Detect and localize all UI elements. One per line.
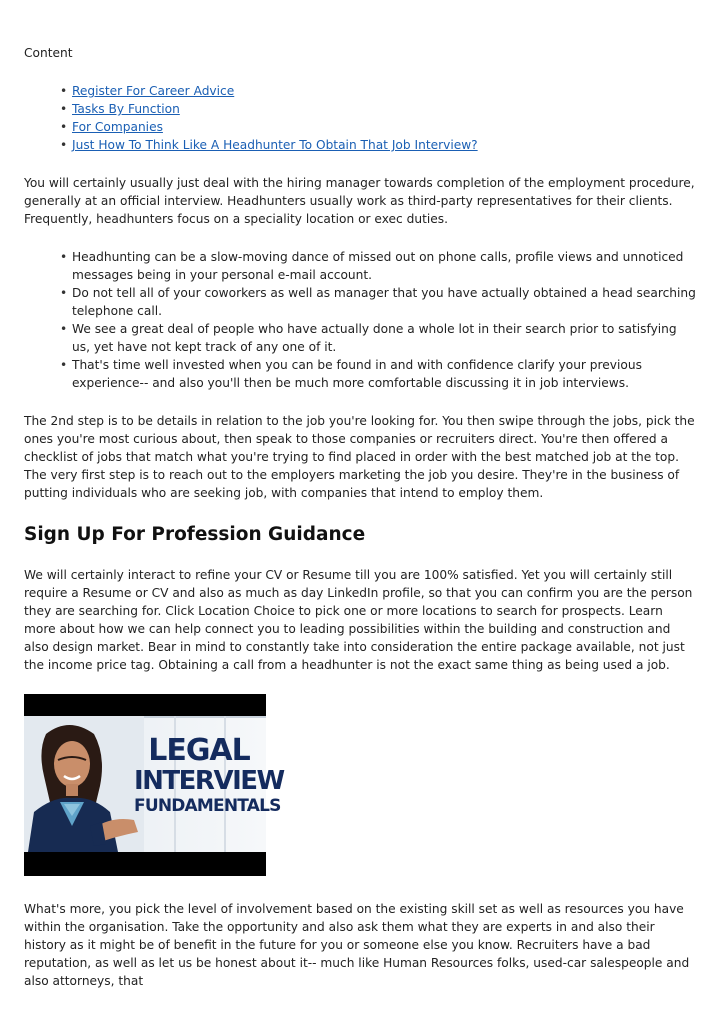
headline-line-3: FUNDAMENTALS [134, 796, 281, 816]
section-heading: Sign Up For Profession Guidance [24, 524, 366, 545]
toc-item [72, 100, 696, 118]
toc-link-for-companies[interactable]: For Companies [72, 120, 163, 134]
table-of-contents-title: Content [24, 46, 73, 60]
bullet-item: • That's time well invested when you can be found in and with confidence clarify your previous experience-- and also you'll then be much more comfortable discussing it in job interviews. [72, 356, 696, 392]
toc-item [72, 136, 696, 154]
paragraph-job-search: The 2nd step is to be details in relation to the job you're looking for. You then swipe through the jobs, pick the ones you're most curious about, then speak to those companies or recruiters direct. You're then offered a checklist of jobs that match what you're trying to find placed in order with the best matched job at the top. The very first step is to reach out to the employers marketing the job you desire. They're in the business of putting individuals who are seeking job, with companies that intend to employ them. [24, 414, 695, 500]
toc-link-think-like-headhunter[interactable]: Just How To Think Like A Headhunter To Obtain That Job Interview? [72, 138, 478, 152]
article [24, 44, 696, 1010]
toc-link-tasks-by-function[interactable]: Tasks By Function [72, 102, 180, 116]
table-of-contents [24, 82, 696, 154]
thumbnail-headline [134, 733, 284, 816]
headline-line-2: INTERVIEW [134, 766, 284, 796]
video-thumbnail-image [24, 694, 284, 876]
headline-line-1: LEGAL [148, 733, 250, 768]
bullet-item: • Headhunting can be a slow-moving dance of missed out on phone calls, profile views and unnoticed messages being in your personal e-mail account. [72, 248, 696, 284]
woman-portrait-illustration [24, 716, 144, 852]
bullet-item: • Do not tell all of your coworkers as well as manager that you have actually obtained a head searching telephone call. [72, 284, 696, 320]
bullet-list [24, 248, 696, 392]
toc-item [72, 118, 696, 136]
paragraph-cv-resume: We will certainly interact to refine your CV or Resume till you are 100% satisfied. Yet you will certainly still require a Resume or CV and also as much as day LinkedIn profile, so that you can confirm you are the person they are searching for. Click Location Choice to pick one or more locations to search for prospects. Learn more about how we can help connect you to leading possibilities within the building and construction and also design market. Bear in mind to constantly take into consideration the entire package available, not just the income price tag. Obtaining a call from a headhunter is not the exact same thing as being used a job. [24, 568, 693, 672]
paragraph-involvement: What's more, you pick the level of involvement based on the existing skill set as well as resources you have within the organisation. Take the opportunity and also ask them what they are experts in and also their history as it might be of benefit in the future for you or someone else you know. Recruiters have a bad reputation, as well as let us be honest about it-- much like Human Resources folks, used-car salespeople and also attorneys, that [24, 902, 690, 988]
intro-paragraph: You will certainly usually just deal with the hiring manager towards completion of the employment procedure, generally at an official interview. Headhunters usually work as third-party representatives for their clients. Frequently, headhunters focus on a speciality location or exec duties. [24, 176, 695, 226]
toc-item [72, 82, 696, 100]
toc-link-register-career-advice[interactable]: Register For Career Advice [72, 84, 235, 98]
thumbnail-frame [24, 716, 284, 852]
bullet-item: • We see a great deal of people who have actually done a whole lot in their search prior to satisfying us, yet have not kept track of any one of it. [72, 320, 696, 356]
